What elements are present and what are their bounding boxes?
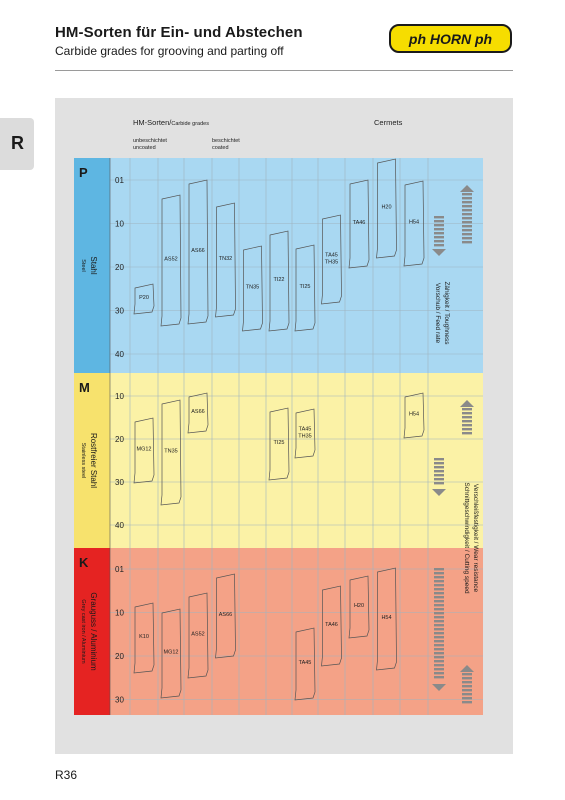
arrow-bar	[462, 681, 472, 683]
arrow-bar	[434, 648, 444, 650]
grade-label: TH35	[324, 259, 339, 266]
tick-label: 10	[115, 608, 124, 618]
arrow-bar	[434, 636, 444, 638]
arrow-bar	[434, 458, 444, 460]
grade-label: TN32	[218, 256, 233, 262]
zone-P	[74, 158, 483, 373]
arrow-bar	[462, 432, 472, 434]
toughness-caption: Zähigkeit / Toughness	[443, 281, 450, 345]
tick-label: 10	[115, 392, 124, 401]
tick-label: 20	[115, 435, 124, 444]
tick-label: 01	[115, 565, 124, 574]
material-letter: K	[79, 555, 89, 570]
col-heading-de: HM-Sorten/	[133, 118, 172, 127]
arrow-bar	[434, 470, 444, 472]
arrow-bar	[434, 656, 444, 658]
section-tab-letter: R	[11, 133, 24, 153]
page-subtitle: Carbide grades for grooving and parting off	[55, 44, 284, 58]
arrow-bar	[434, 568, 444, 570]
arrow-bar	[434, 580, 444, 582]
arrow-bar	[462, 424, 472, 426]
arrow-bar	[462, 408, 472, 410]
arrow-bar	[434, 644, 444, 646]
wear-arrow-mid	[460, 400, 474, 434]
arrow-bar	[462, 428, 472, 430]
tick-label: 20	[115, 263, 124, 272]
material-name-en: Stainless steel	[80, 442, 86, 479]
arrow-bar	[462, 693, 472, 695]
arrow-bar	[434, 232, 444, 234]
arrow-bar	[434, 592, 444, 594]
grade-label: K10	[139, 634, 149, 640]
grade-label: TA46	[325, 622, 338, 628]
material-name-de: Grauguss / Aluminium	[89, 592, 98, 671]
arrow-bar	[462, 685, 472, 687]
col-heading-en: Carbide grades	[171, 121, 209, 127]
arrow-bar	[434, 612, 444, 614]
uncoated-label-de: unbeschichtet	[133, 138, 167, 144]
arrow-bar	[434, 474, 444, 476]
cermets-heading: Cermets	[374, 118, 403, 127]
grade-label: AS52	[164, 256, 178, 263]
toughness-arrow-top	[432, 216, 446, 256]
arrow-bar	[434, 482, 444, 484]
material-name-en: Grey cast iron / Aluminium	[80, 599, 86, 664]
arrow-bar	[434, 660, 444, 662]
grade-label: P20	[139, 295, 149, 301]
arrow-bar	[434, 608, 444, 610]
arrow-bar	[462, 420, 472, 422]
arrow-bar	[462, 233, 472, 235]
arrow-bar	[434, 462, 444, 464]
arrow-bar	[434, 216, 444, 218]
header-divider	[55, 70, 513, 71]
grade-label: TA45	[298, 660, 312, 666]
arrow-bar	[462, 241, 472, 243]
arrow-bar	[462, 677, 472, 679]
arrow-bar	[462, 697, 472, 699]
grades-chart	[55, 98, 513, 754]
arrow-bar	[434, 652, 444, 654]
arrow-bar	[462, 217, 472, 219]
arrow-bar	[434, 240, 444, 242]
arrow-bar	[434, 604, 444, 606]
svg-text:ph HORN ph: ph HORN ph	[408, 31, 493, 47]
grade-label: H54	[381, 615, 392, 621]
arrow-bar	[434, 616, 444, 618]
zone-M	[74, 373, 483, 548]
arrow-bar	[434, 588, 444, 590]
material-name-en: Steel	[80, 259, 86, 272]
arrow-bar	[434, 584, 444, 586]
grade-grid	[55, 98, 513, 754]
arrow-bar	[434, 624, 444, 626]
grade-label: MG12	[163, 649, 179, 656]
coated-label-en: coated	[212, 145, 229, 151]
tick-label: 40	[115, 521, 124, 530]
grade-label: TI25	[273, 440, 285, 446]
tick-label: 40	[115, 350, 124, 359]
arrow-bar	[434, 236, 444, 238]
arrow-bar	[462, 201, 472, 203]
page-number: R36	[55, 768, 78, 782]
grade-label: AS52	[191, 631, 205, 638]
zone-K	[74, 548, 483, 715]
grade-label: H20	[381, 204, 392, 211]
grade-label: TA45	[298, 426, 312, 433]
grade-label: TA45	[325, 252, 338, 259]
tick-label: 30	[115, 306, 124, 316]
tick-label: 01	[115, 176, 124, 185]
page-title: HM-Sorten für Ein- und Abstechen	[55, 24, 303, 41]
wear-resistance-caption: Verschleißfestigkeit / Wear resistance	[472, 483, 479, 593]
grade-label: MG12	[136, 446, 152, 453]
arrow-bar	[434, 640, 444, 642]
grade-label: H54	[408, 219, 420, 226]
wear-arrow-top	[460, 185, 474, 243]
grade-label: TI25	[299, 284, 311, 290]
tick-label: 10	[115, 219, 124, 229]
arrow-bar	[462, 221, 472, 223]
arrow-bar	[462, 412, 472, 414]
tick-label: 20	[115, 652, 124, 661]
grade-label: AS66	[191, 409, 205, 415]
arrow-bar	[462, 689, 472, 691]
horn-logo	[389, 24, 512, 53]
arrow-bar	[462, 237, 472, 239]
material-name-de: Stahl	[89, 256, 98, 275]
grade-label: H20	[353, 603, 365, 609]
arrow-bar	[462, 193, 472, 195]
arrow-bar	[462, 416, 472, 418]
arrow-bar	[462, 229, 472, 231]
arrow-bar	[434, 228, 444, 230]
arrow-bar	[434, 224, 444, 226]
arrow-bar	[434, 668, 444, 670]
arrow-bar	[434, 466, 444, 468]
arrow-bar	[434, 628, 444, 630]
arrow-bar	[434, 478, 444, 480]
material-letter: M	[79, 380, 90, 395]
grade-label: TI22	[273, 277, 285, 283]
material-letter: P	[79, 165, 88, 180]
feed-rate-caption: Vorschub / Feed rate	[434, 282, 441, 344]
arrow-bar	[434, 672, 444, 674]
grade-label: AS66	[191, 248, 205, 254]
arrow-bar	[462, 673, 472, 675]
arrow-bar	[462, 225, 472, 227]
grade-label: TA46	[352, 220, 366, 226]
arrow-bar	[434, 664, 444, 666]
cutting-speed-caption: Schnittgeschwindigkeit / Cutting speed	[463, 482, 470, 594]
tick-label: 30	[115, 478, 124, 487]
grade-label: AS66	[218, 612, 233, 618]
uncoated-label-en: uncoated	[133, 145, 156, 151]
arrow-bar	[462, 197, 472, 199]
arrow-bar	[434, 596, 444, 598]
arrow-bar	[462, 209, 472, 211]
tick-label: 30	[115, 695, 124, 705]
arrow-bar	[434, 576, 444, 578]
grade-label: TN35	[164, 448, 178, 455]
arrow-bar	[434, 220, 444, 222]
grade-label: TH35	[298, 433, 312, 440]
arrow-bar	[434, 620, 444, 622]
grade-label: TN35	[245, 284, 260, 291]
arrow-bar	[434, 572, 444, 574]
section-tab	[0, 118, 34, 170]
arrow-bar	[462, 213, 472, 215]
material-name-de: Rostfreier Stahl	[89, 432, 98, 489]
grade-label: H54	[408, 411, 420, 418]
arrow-bar	[434, 676, 444, 678]
coated-label-de: beschichtet	[212, 138, 240, 144]
arrow-bar	[462, 205, 472, 207]
arrow-bar	[462, 701, 472, 703]
arrow-bar	[434, 244, 444, 246]
arrow-bar	[434, 600, 444, 602]
arrow-bar	[434, 632, 444, 634]
